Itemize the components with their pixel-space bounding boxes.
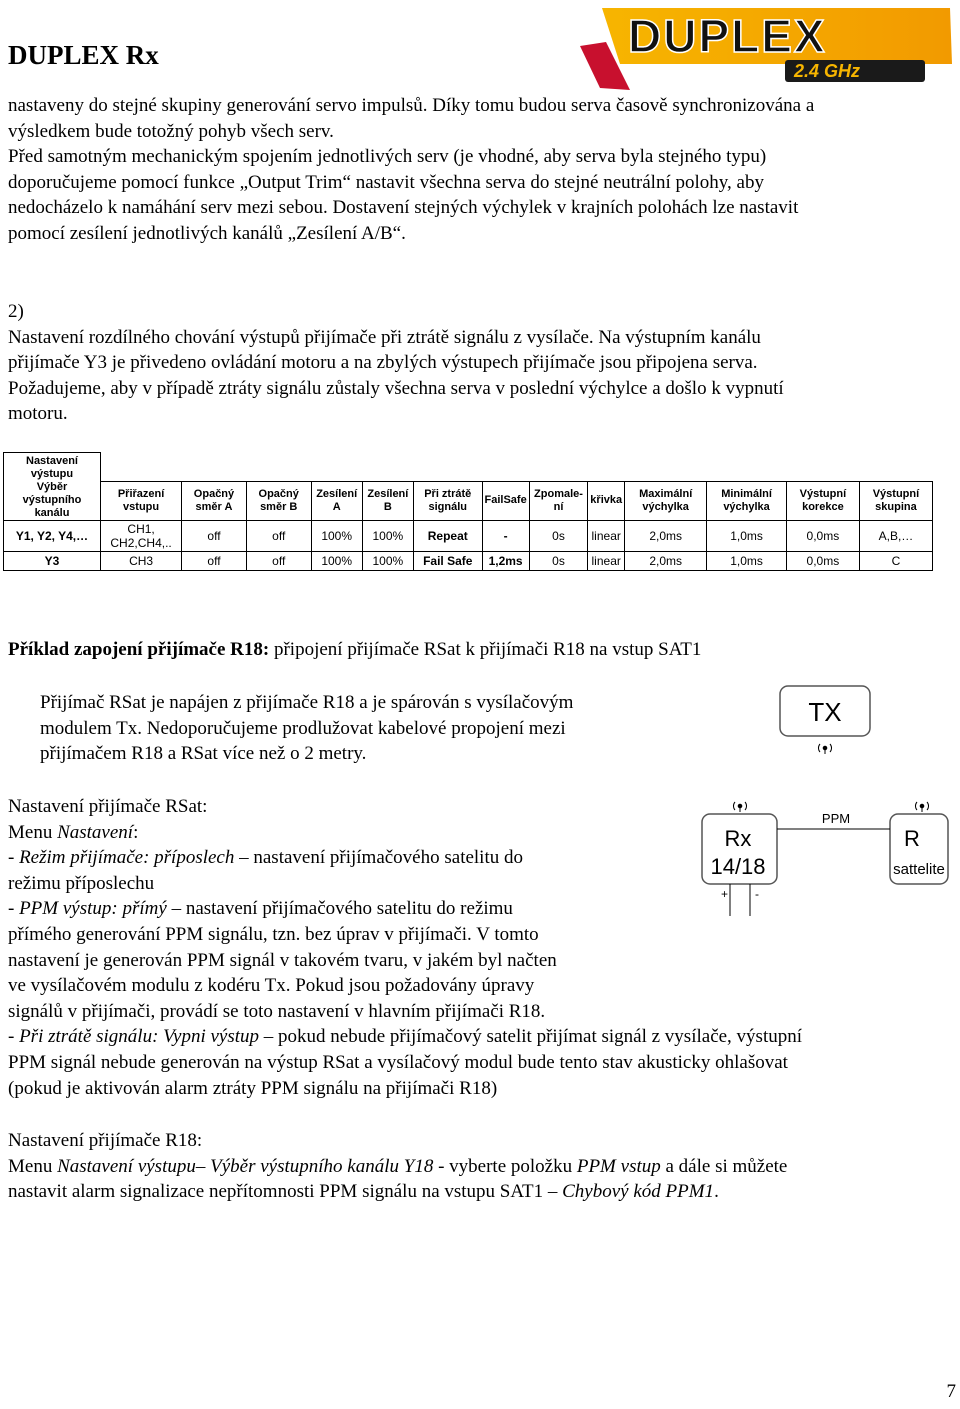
rsat-item-3-cont: PPM signál nebude generován na výstup RSat a vysílačový modul bude tento stav akusticky ohlašovat [8,1051,788,1073]
tx-antenna-icon [818,744,831,754]
table-header-cell: křivka [588,481,625,521]
section-line: Nastavení rozdílného chování výstupů přijímače při ztrátě signálu z vysílače. Na výstupním kanálu [8,326,761,348]
intro-line: výsledkem bude totožný pohyb všech serv. [8,120,334,142]
rsat-item-1: - Režim přijímače: příposlech – nastavení přijímačového satelitu do [8,847,523,869]
section-line: Požadujeme, aby v případě ztráty signálu zůstaly všechna serva v poslední výchylce a došlo k vypnutí [8,377,784,399]
section-2 [8,299,784,427]
table-corner-header: Nastavení výstupu [4,453,101,482]
r-sub-label: sattelite [893,861,945,878]
table-header-cell: Minimální výchylka [707,481,787,521]
table-header-cell: Zesílení B [362,481,413,521]
r18-line-2: nastavit alarm signalizace nepřítomnosti PPM signálu na vstupu SAT1 – Chybový kód PPM1. [8,1181,719,1203]
table-header-spacer [101,453,933,482]
rsat-item-2-cont: signálů v přijímači, provádí se toto nastavení v hlavním přijímači R18. [8,1000,546,1022]
document-title: DUPLEX Rx [8,40,159,70]
rsat-item-2-cont: nastavení je generován PPM signál v takovém tvaru, v jakém byl načten [8,949,557,971]
table-header-cell: Opačný směr B [246,481,311,521]
r-antenna-icon [915,802,928,812]
example-intro-line: přijímačem R18 a RSat více než o 2 metry. [40,743,367,765]
table-header-cell: Výstupní skupina [859,481,932,521]
table-header-cell: Přiřazení vstupu [101,481,182,521]
table-cell: 0s [529,552,588,571]
rsat-item-3-cont: (pokud je aktivován alarm ztráty PPM signálu na přijímači R18) [8,1077,498,1099]
power-minus-label: - [755,887,759,901]
rsat-item-2-cont: přímého generování PPM signálu, tzn. bez úprav v přijímači. V tomto [8,923,539,945]
table-cell: 0s [529,521,588,552]
table-cell: off [182,521,247,552]
table-cell: 2,0ms [625,552,707,571]
connection-diagram [700,684,950,924]
rsat-settings [8,794,802,1101]
rsat-menu: Menu Nastavení: [8,821,139,843]
rsat-item-2-cont: ve vysílačovém modulu z kodéru Tx. Pokud jsou požadovány úpravy [8,975,535,997]
page-number: 7 [946,1381,956,1402]
table-cell: off [246,521,311,552]
intro-line: doporučujeme pomocí funkce „Output Trim“ nastavit všechna serva do stejné neutrální polohy, aby [8,171,764,193]
table-header-top [4,453,933,482]
table-cell: 1,0ms [707,521,787,552]
table-cell: Repeat [414,521,483,552]
intro-paragraph [8,93,814,247]
table-header-cell: Výstupní korekce [786,481,859,521]
table-cell: Y3 [4,552,101,571]
table-header-cell: Opačný směr A [182,481,247,521]
table-cell: A,B,… [859,521,932,552]
table-header-cell: Maximální výchylka [625,481,707,521]
table-cell: Y1, Y2, Y4,… [4,521,101,552]
table-header-cell: Při ztrátě signálu [414,481,483,521]
intro-line: nedocházelo k namáhání serv mezi sebou. Dostavení stejných výchylek v krajních polohách lze nastavit [8,197,799,219]
table-cell: linear [588,552,625,571]
table-cell: CH3 [101,552,182,571]
rsat-title: Nastavení přijímače RSat: [8,796,208,817]
table-header-cell: FailSafe [482,481,529,521]
table-cell: C [859,552,932,571]
rsat-item-3: - Při ztrátě signálu: Vypni výstup – pokud nebude přijímačový satelit přijímat signál z vysílače, výstupní [8,1026,803,1048]
example-heading-rest: připojení přijímače RSat k přijímači R18 na vstup SAT1 [269,639,702,660]
rsat-item-1-cont: režimu příposlechu [8,872,155,894]
table-header-cell: Zpomale-ní [529,481,588,521]
logo-title: DUPLEX [628,10,827,62]
table-cell: CH1, CH2,CH4,.. [101,521,182,552]
r-label: R [904,826,920,851]
table-cell: 100% [362,552,413,571]
section-line: přijímače Y3 je přivedeno ovládání motoru a na zbylých výstupech přijímače jsou připojena serva. [8,352,758,374]
r18-settings [8,1128,787,1205]
table-cell: off [246,552,311,571]
section-line: motoru. [8,403,68,425]
table-row [4,552,933,571]
table-cell: 2,0ms [625,521,707,552]
example-intro-line: Přijímač RSat je napájen z přijímače R18 a je spárován s vysílačovým [40,692,574,713]
example-intro-line: modulem Tx. Nedoporučujeme prodlužovat kabelové propojení mezi [40,717,566,739]
rx-label-2: 14/18 [710,854,766,879]
table-cell: 0,0ms [786,521,859,552]
section-number: 2) [8,301,24,322]
tx-label: TX [808,697,842,727]
output-settings-table [3,452,933,571]
power-plus-label: + [720,887,728,901]
table-cell: 100% [311,521,362,552]
r18-title: Nastavení přijímače R18: [8,1130,203,1151]
table-cell: 100% [311,552,362,571]
table-row [4,521,933,552]
table-cell: Fail Safe [414,552,483,571]
table-cell: - [482,521,529,552]
table-cell: linear [588,521,625,552]
example-heading-bold: Příklad zapojení přijímače R18: [8,639,270,660]
table-header-cell: Výběr výstupního kanálu [4,481,101,521]
table-cell: 100% [362,521,413,552]
table-header-cell: Zesílení A [311,481,362,521]
example-intro [40,690,573,767]
rx-label-1: Rx [724,826,752,851]
rsat-item-2: - PPM výstup: přímý – nastavení přijímačového satelitu do režimu [8,898,513,920]
table-cell: 0,0ms [786,552,859,571]
example-heading [8,639,701,661]
table-cell: 1,0ms [707,552,787,571]
table-cell: off [182,552,247,571]
intro-line: Před samotným mechanickým spojením jednotlivých serv (je vhodné, aby serva byla stejného typu) [8,146,767,168]
intro-line: nastaveny do stejné skupiny generování servo impulsů. Díky tomu budou serva časově synchronizována a [8,95,815,116]
r18-menu: Menu Nastavení výstupu– Výběr výstupního kanálu Y18 - vyberte položku PPM vstup a dále si můžete [8,1155,788,1177]
duplex-logo [580,2,960,90]
table-cell: 1,2ms [482,552,529,571]
rx-antenna-icon [733,802,746,812]
ppm-label: PPM [821,811,851,826]
table-header-row [4,481,933,521]
intro-line: pomocí zesílení jednotlivých kanálů „Zesílení A/B“. [8,222,406,244]
logo-subtitle: 2.4 GHz [794,61,861,81]
